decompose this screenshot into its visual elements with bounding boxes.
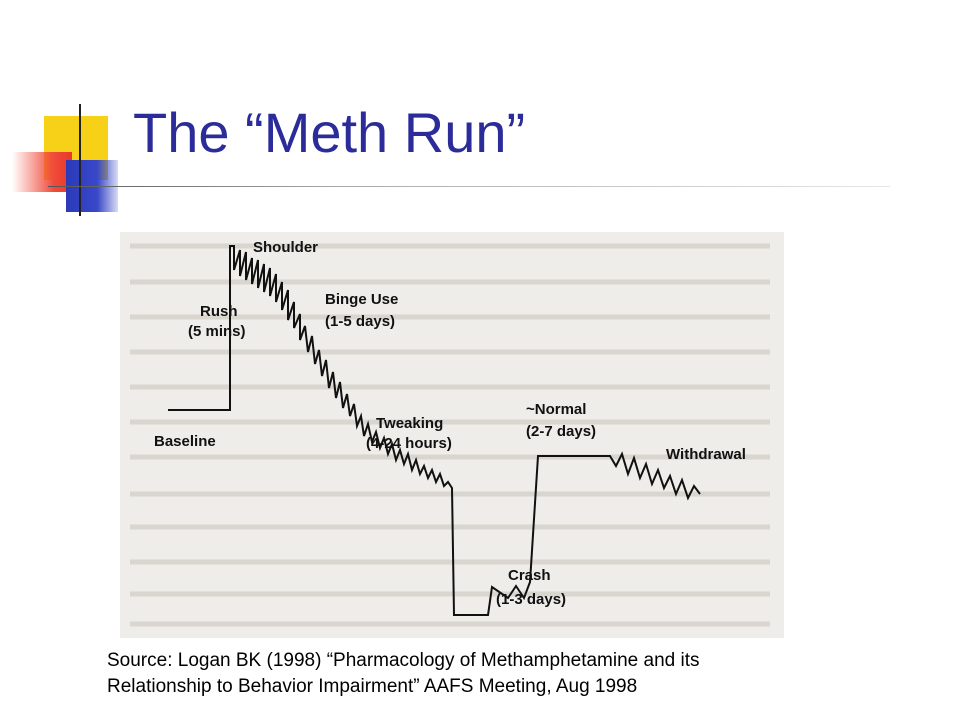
svg-text:Tweaking: Tweaking bbox=[376, 415, 444, 432]
svg-text:Crash: Crash bbox=[508, 567, 551, 584]
svg-text:Binge Use: Binge Use bbox=[325, 291, 399, 308]
svg-text:(1-5 days): (1-5 days) bbox=[325, 313, 396, 330]
deco-vertical-line bbox=[79, 104, 81, 216]
source-line-1: Source: Logan BK (1998) “Pharmacology of Methamphetamine and its bbox=[107, 650, 700, 671]
svg-text:Withdrawal: Withdrawal bbox=[666, 446, 746, 463]
meth-run-diagram bbox=[120, 232, 784, 638]
svg-text:(4-24 hours): (4-24 hours) bbox=[366, 435, 452, 452]
svg-text:Baseline: Baseline bbox=[154, 433, 216, 450]
source-line-2: Relationship to Behavior Impairment” AAFS Meeting, Aug 1998 bbox=[107, 676, 638, 697]
svg-text:(1-3 days): (1-3 days) bbox=[496, 591, 567, 608]
phase-label-withdrawal bbox=[666, 446, 746, 463]
phase-label-shoulder bbox=[253, 239, 318, 256]
svg-text:(5 mins): (5 mins) bbox=[188, 323, 246, 340]
phase-label-binge bbox=[325, 291, 398, 330]
phase-label-tweaking bbox=[366, 415, 452, 452]
source-citation bbox=[107, 648, 907, 700]
phase-label-crash bbox=[496, 567, 566, 608]
diagram-svg bbox=[120, 232, 784, 638]
svg-text:Shoulder: Shoulder bbox=[253, 239, 319, 256]
svg-text:~Normal: ~Normal bbox=[526, 401, 587, 418]
title-underline bbox=[48, 186, 890, 187]
phase-label-baseline bbox=[154, 433, 216, 450]
svg-text:Rush: Rush bbox=[200, 303, 238, 320]
svg-text:(2-7 days): (2-7 days) bbox=[526, 423, 597, 440]
phase-label-rush bbox=[188, 303, 246, 340]
slide-title: The “Meth Run” bbox=[133, 101, 526, 164]
